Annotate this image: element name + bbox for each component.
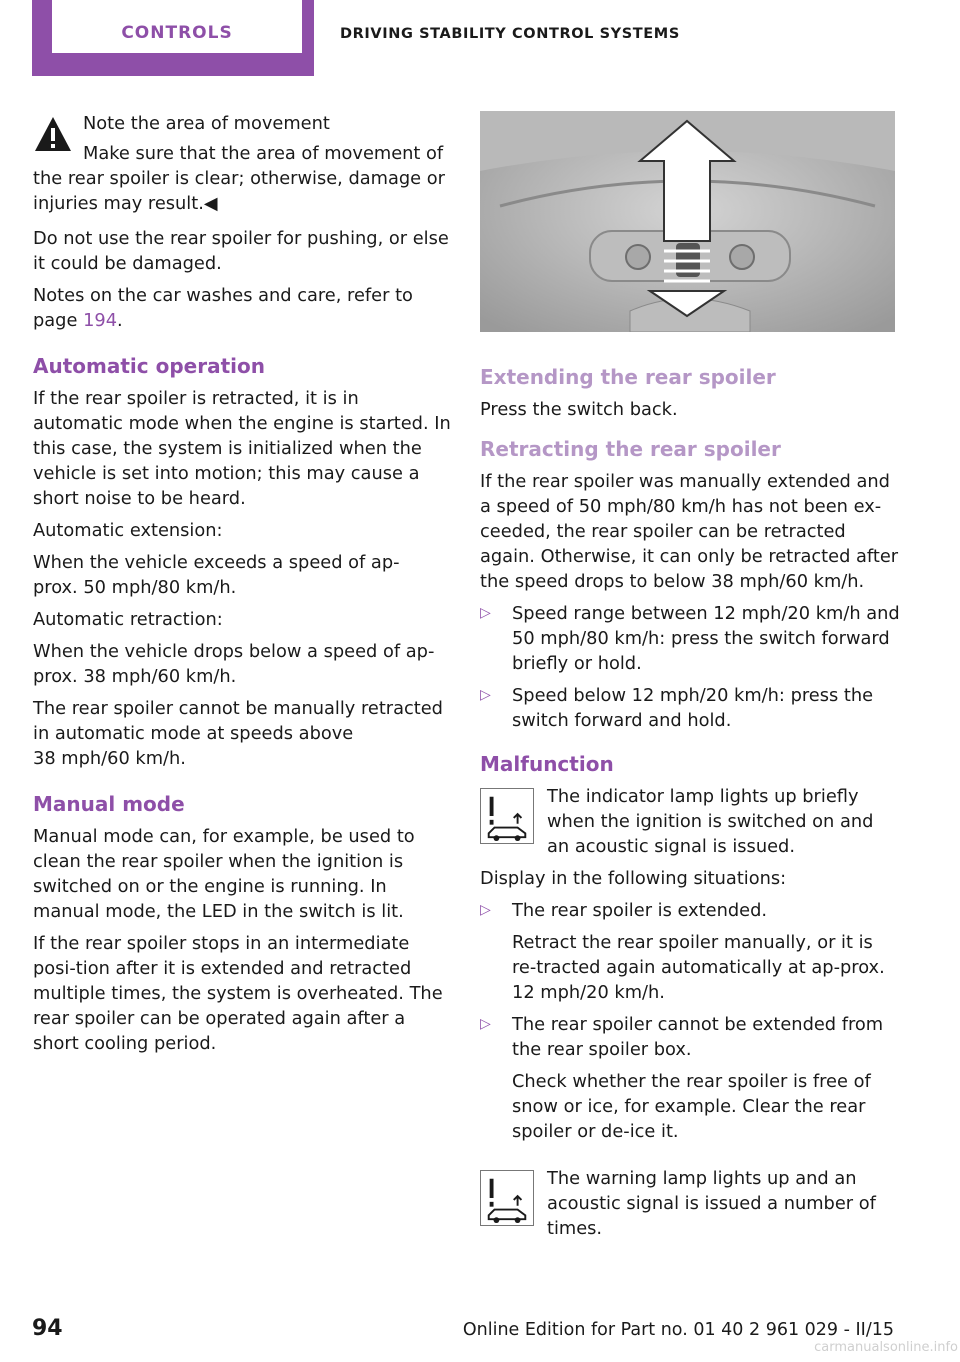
watermark: carmanualsonline.info [814,1340,958,1355]
list-item-detail: Check whether the rear spoiler is free of snow or ice, for example. Clear the rear spoiler or de-ice it. [512,1071,871,1142]
heading-malfunction: Malfunction [480,752,614,776]
page-number: 94 [32,1316,63,1341]
paragraph: Press the switch back. [480,399,678,420]
paragraph: When the vehicle exceeds a speed of ap- prox. 50 mph/80 km/h. [33,552,400,598]
list-item: ▷ The rear spoiler is extended. Retract the rear spoiler manually, or it is re-tracted again automatically at ap-prox. 12 mph/20 km/h. [480,898,900,1005]
edition-note: Online Edition for Part no. 01 40 2 961 029 - II/15 [462,1320,894,1340]
triangle-bullet-icon: ▷ [480,902,491,918]
heading-automatic-operation: Automatic operation [33,354,265,378]
paragraph: Do not use the rear spoiler for pushing, or else it could be damaged. [33,228,449,274]
heading-manual-mode: Manual mode [33,792,185,816]
paragraph: The rear spoiler cannot be manually retracted in automatic mode at speeds above 38 mph/60 km/h. [33,698,443,769]
list-item: ▷ Speed range between 12 mph/20 km/h and 50 mph/80 km/h: press the switch forward briefly or hold. [480,603,900,674]
paragraph: Display in the following situations: [480,868,787,889]
chapter-tab [32,0,314,76]
lamp-note: The indicator lamp lights up briefly when the ignition is switched on and an acoustic signal is issued. [480,784,900,859]
list-item-detail: Retract the rear spoiler manually, or it is re-tracted again automatically at ap-prox. 12 mph/20 km/h. [512,932,885,1003]
section-title: DRIVING STABILITY CONTROL SYSTEMS [340,26,680,42]
chapter-tab-label: CONTROLS [52,0,302,53]
triangle-bullet-icon: ▷ [480,687,491,703]
list-item: ▷ Speed below 12 mph/20 km/h: press the switch forward and hold. [480,685,874,731]
paragraph: If the rear spoiler was manually extended and a speed of 50 mph/80 km/h has not been ex-ceeded, the rear spoiler can be retracted again. Otherwise, it can only be retracted after the speed drops to below 38 mph/60 km/h. [480,471,899,592]
triangle-bullet-icon: ▷ [480,1016,491,1032]
warning-block [33,111,451,216]
left-column [33,111,451,1063]
lamp-note: The warning lamp lights up and an acoustic signal is issued a number of times. [480,1166,900,1241]
page-link[interactable]: 194 [83,310,118,331]
rear-spoiler-warning-lamp-icon [480,788,534,844]
paragraph: When the vehicle drops below a speed of ap- prox. 38 mph/60 km/h. [33,641,435,687]
paragraph-reference: Notes on the car washes and care, refer to page 194. [33,285,413,331]
paragraph: Automatic retraction: [33,609,223,630]
triangle-bullet-icon: ▷ [480,605,491,621]
warning-text: Make sure that the area of movement of the rear spoiler is clear; otherwise, damage or injuries may result.◀ [33,143,445,214]
list-item: ▷ The rear spoiler cannot be extended from the rear spoiler box. Check whether the rear spoiler is free of snow or ice, for example. Clear the rear spoiler or de-ice it. [480,1012,900,1144]
paragraph: If the rear spoiler is retracted, it is in automatic mode when the engine is started. In this case, the system is initialized when the vehicle is set into motion; this may cause a short noise to be heard. [33,388,451,509]
warning-triangle-icon [33,115,73,153]
rear-spoiler-switch-photo [480,111,895,332]
paragraph: If the rear spoiler stops in an intermediate posi-tion after it is extended and retracted multiple times, the system is overheated. The rear spoiler can be operated again after a short cooling period. [33,933,443,1054]
paragraph: Automatic extension: [33,520,223,541]
rear-spoiler-warning-lamp-icon [480,1170,534,1226]
heading-extending: Extending the rear spoiler [480,365,776,389]
right-column [480,364,900,1248]
paragraph: Manual mode can, for example, be used to clean the rear spoiler when the ignition is switched on or the engine is running. In manual mode, the LED in the switch is lit. [33,826,415,922]
heading-retracting: Retracting the rear spoiler [480,437,781,461]
warning-title: Note the area of movement [83,113,330,134]
